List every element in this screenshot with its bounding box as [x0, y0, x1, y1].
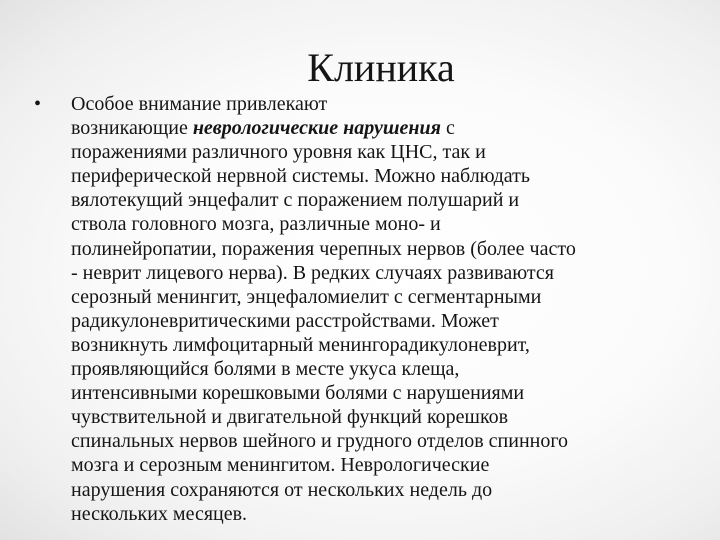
paragraph-line: мозга и серозным менингитом. Неврологические — [71, 454, 490, 477]
paragraph-line: чувствительной и двигательной функций корешков — [71, 406, 509, 429]
paragraph-line: - неврит лицевого нерва). В редких случаях развиваются — [71, 261, 554, 284]
paragraph-line: нескольких месяцев. — [71, 502, 248, 525]
paragraph-line: вялотекущий энцефалит с поражением полушарий и — [71, 189, 520, 212]
emphasized-phrase: неврологические нарушения — [192, 117, 441, 140]
paragraph-line: поражениями различного уровня как ЦНС, так и — [71, 141, 486, 164]
paragraph-line-1: Особое внимание привлекают — [71, 93, 328, 115]
paragraph-line: проявляющийся болями в месте укуса клеща, — [71, 358, 460, 381]
paragraph-line: возникнуть лимфоцитарный менингорадикулоневрит, — [71, 333, 530, 356]
paragraph-line-2 — [71, 116, 710, 140]
paragraph-line: интенсивными корешковыми болями с нарушениями — [71, 382, 525, 405]
bullet-marker: • — [34, 93, 42, 115]
paragraph-line: нарушения сохраняются от нескольких недель до — [71, 478, 493, 501]
slide-title: Клиника — [307, 45, 455, 90]
paragraph-line-2-suffix: с — [440, 117, 455, 140]
paragraph-line: периферической нервной системы. Можно наблюдать — [71, 165, 531, 188]
paragraph-line: спинальных нервов шейного и грудного отделов спинного — [71, 430, 569, 453]
paragraph-line-2-prefix: возникающие — [71, 117, 193, 140]
bullet-list — [34, 92, 710, 526]
paragraph-line: ствола головного мозга, различные моно- и — [71, 213, 441, 236]
paragraph-line: радикулоневритическими расстройствами. Может — [71, 309, 499, 332]
paragraph-line: серозный менингит, энцефаломиелит с сегментарными — [71, 285, 542, 308]
bullet-item — [34, 92, 710, 526]
paragraph-line: полинейропатии, поражения черепных нервов (более часто — [71, 237, 576, 260]
